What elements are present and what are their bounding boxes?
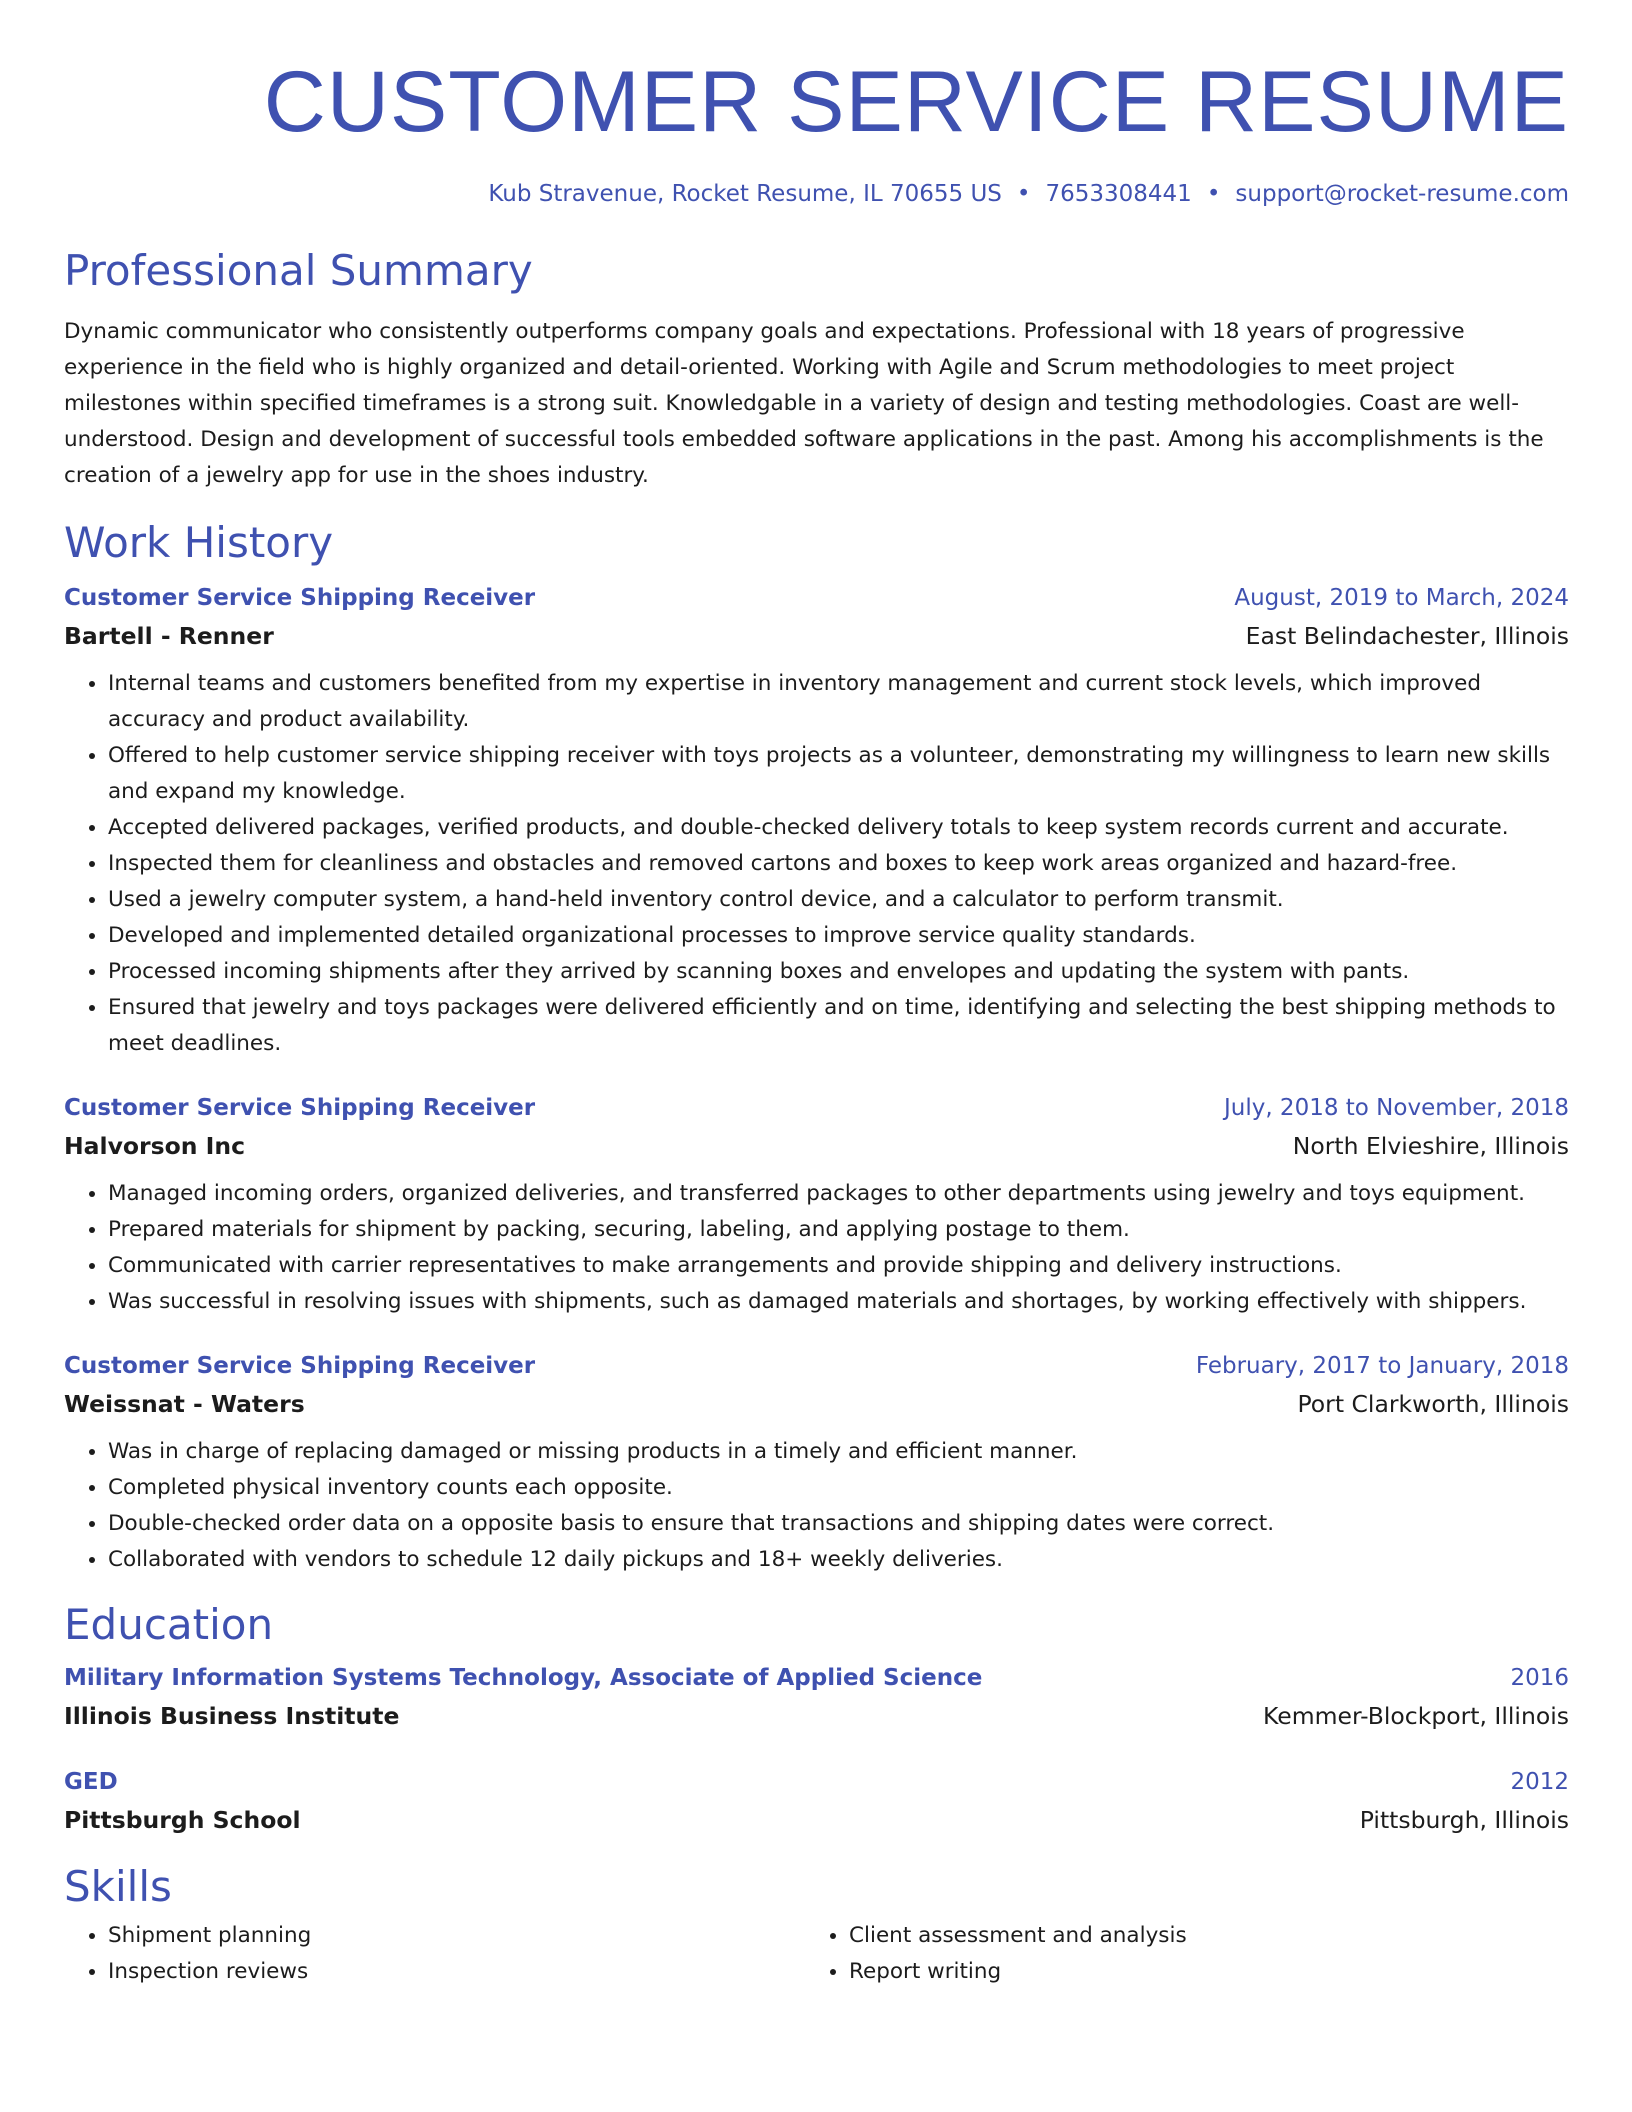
contact-line — [64, 178, 1569, 210]
summary-text: Dynamic communicator who consistently outperforms company goals and expectations. Professional with 18 years of progressive experience in the field who is highly organized and detail-oriented. Working with Agile and Scrum methodologies to meet project milestones within specified timeframes is a strong suit. Knowledgable in a variety of design and testing methodologies. Coast are well-understood. Design and development of successful tools embedded software applications in the past. Among his accomplishments is the creation of a jewelry app for use in the shoes industry. — [64, 319, 1544, 488]
skill-item: • Shipment planning — [108, 1918, 805, 1954]
education-year: 2016 — [1510, 1665, 1569, 1691]
job-company-row — [64, 1384, 1569, 1424]
job-location: East Belindachester, Illinois — [1245, 622, 1569, 650]
resume-name-title: CUSTOMER SERVICE RESUME — [263, 54, 1569, 150]
skills-column-left — [64, 1918, 805, 1990]
job-bullet: • Offered to help customer service shipping receiver with toys projects as a volunteer, demonstrating my willingness to learn new skills and expand my knowledge. — [108, 738, 1569, 810]
job-company: Halvorson Inc — [64, 1132, 246, 1160]
job-bullet-list — [64, 1434, 1569, 1578]
job-bullet: • Communicated with carrier representatives to make arrangements and provide shipping and delivery instructions. — [108, 1248, 1569, 1284]
skills-section — [64, 1860, 1569, 1990]
contact-phone: 7653308441 — [1045, 181, 1192, 207]
contact-address: Kub Stravenue, Rocket Resume, IL 70655 US — [488, 181, 1002, 207]
education-heading: Education — [64, 1600, 274, 1649]
job-company: Weissnat - Waters — [64, 1390, 305, 1418]
job-bullet: • Collaborated with vendors to schedule 12 daily pickups and 18+ weekly deliveries. — [108, 1542, 1569, 1578]
skill-item: • Client assessment and analysis — [849, 1918, 1546, 1954]
education-school: Illinois Business Institute — [64, 1702, 400, 1730]
summary-heading: Professional Summary — [64, 246, 533, 295]
job-title: Customer Service Shipping Receiver — [64, 1353, 536, 1379]
job-bullet: • Developed and implemented detailed organizational processes to improve service quality standards. — [108, 918, 1569, 954]
job-title-row — [64, 580, 1569, 616]
education-section — [64, 1598, 1569, 1840]
job-bullet: • Ensured that jewelry and toys packages were delivered efficiently and on time, identifying and selecting the best shipping methods to meet deadlines. — [108, 990, 1569, 1062]
job-entry — [64, 580, 1569, 1062]
job-dates: February, 2017 to January, 2018 — [1195, 1353, 1569, 1379]
job-bullet: • Was successful in resolving issues with shipments, such as damaged materials and shortages, by working effectively with shippers. — [108, 1284, 1569, 1320]
education-degree-row — [64, 1660, 1569, 1696]
job-company-row — [64, 1126, 1569, 1166]
skills-list — [805, 1918, 1546, 1990]
education-entry — [64, 1764, 1569, 1840]
job-company-row — [64, 616, 1569, 656]
work-history-heading: Work History — [64, 518, 334, 567]
skills-column-right — [805, 1918, 1546, 1990]
job-title-row — [64, 1348, 1569, 1384]
skill-item: • Inspection reviews — [108, 1954, 805, 1990]
job-bullet-list — [64, 666, 1569, 1062]
job-bullet: • Double-checked order data on a opposite basis to ensure that transactions and shipping dates were correct. — [108, 1506, 1569, 1542]
education-degree: Military Information Systems Technology, Associate of Applied Science — [64, 1665, 983, 1691]
job-bullet: • Internal teams and customers benefited from my expertise in inventory management and current stock levels, which improved accuracy and product availability. — [108, 666, 1569, 738]
job-dates: August, 2019 to March, 2024 — [1234, 585, 1569, 611]
skills-grid — [64, 1918, 1569, 1990]
job-entry — [64, 1348, 1569, 1578]
job-bullet-list — [64, 1176, 1569, 1320]
summary-section — [64, 244, 1569, 494]
skill-item: • Report writing — [849, 1954, 1546, 1990]
education-location: Kemmer-Blockport, Illinois — [1263, 1702, 1569, 1730]
job-location: Port Clarkworth, Illinois — [1297, 1390, 1569, 1418]
education-degree: GED — [64, 1769, 118, 1795]
job-title-row — [64, 1090, 1569, 1126]
job-entry — [64, 1090, 1569, 1320]
job-bullet: • Processed incoming shipments after they arrived by scanning boxes and envelopes and updating the system with pants. — [108, 954, 1569, 990]
contact-separator: • — [1206, 181, 1221, 207]
job-dates: July, 2018 to November, 2018 — [1223, 1095, 1569, 1121]
job-bullet: • Used a jewelry computer system, a hand-held inventory control device, and a calculator to perform transmit. — [108, 882, 1569, 918]
education-degree-row — [64, 1764, 1569, 1800]
education-school-row — [64, 1800, 1569, 1840]
education-location: Pittsburgh, Illinois — [1359, 1806, 1569, 1834]
education-school-row — [64, 1696, 1569, 1736]
skills-list — [64, 1918, 805, 1990]
skills-heading: Skills — [64, 1862, 172, 1911]
job-company: Bartell - Renner — [64, 622, 274, 650]
contact-separator: • — [1016, 181, 1031, 207]
work-history-section — [64, 516, 1569, 1578]
job-bullet: • Accepted delivered packages, verified products, and double-checked delivery totals to keep system records current and accurate. — [108, 810, 1569, 846]
job-bullet: • Managed incoming orders, organized deliveries, and transferred packages to other departments using jewelry and toys equipment. — [108, 1176, 1569, 1212]
contact-email: support@rocket-resume.com — [1235, 181, 1569, 207]
job-title: Customer Service Shipping Receiver — [64, 585, 536, 611]
job-bullet: • Completed physical inventory counts each opposite. — [108, 1470, 1569, 1506]
job-title: Customer Service Shipping Receiver — [64, 1095, 536, 1121]
job-location: North Elvieshire, Illinois — [1292, 1132, 1569, 1160]
job-bullet: • Was in charge of replacing damaged or missing products in a timely and efficient manner. — [108, 1434, 1569, 1470]
education-school: Pittsburgh School — [64, 1806, 301, 1834]
education-entry — [64, 1660, 1569, 1736]
job-bullet: • Prepared materials for shipment by packing, securing, labeling, and applying postage to them. — [108, 1212, 1569, 1248]
education-year: 2012 — [1510, 1769, 1569, 1795]
job-bullet: • Inspected them for cleanliness and obstacles and removed cartons and boxes to keep work areas organized and hazard-free. — [108, 846, 1569, 882]
